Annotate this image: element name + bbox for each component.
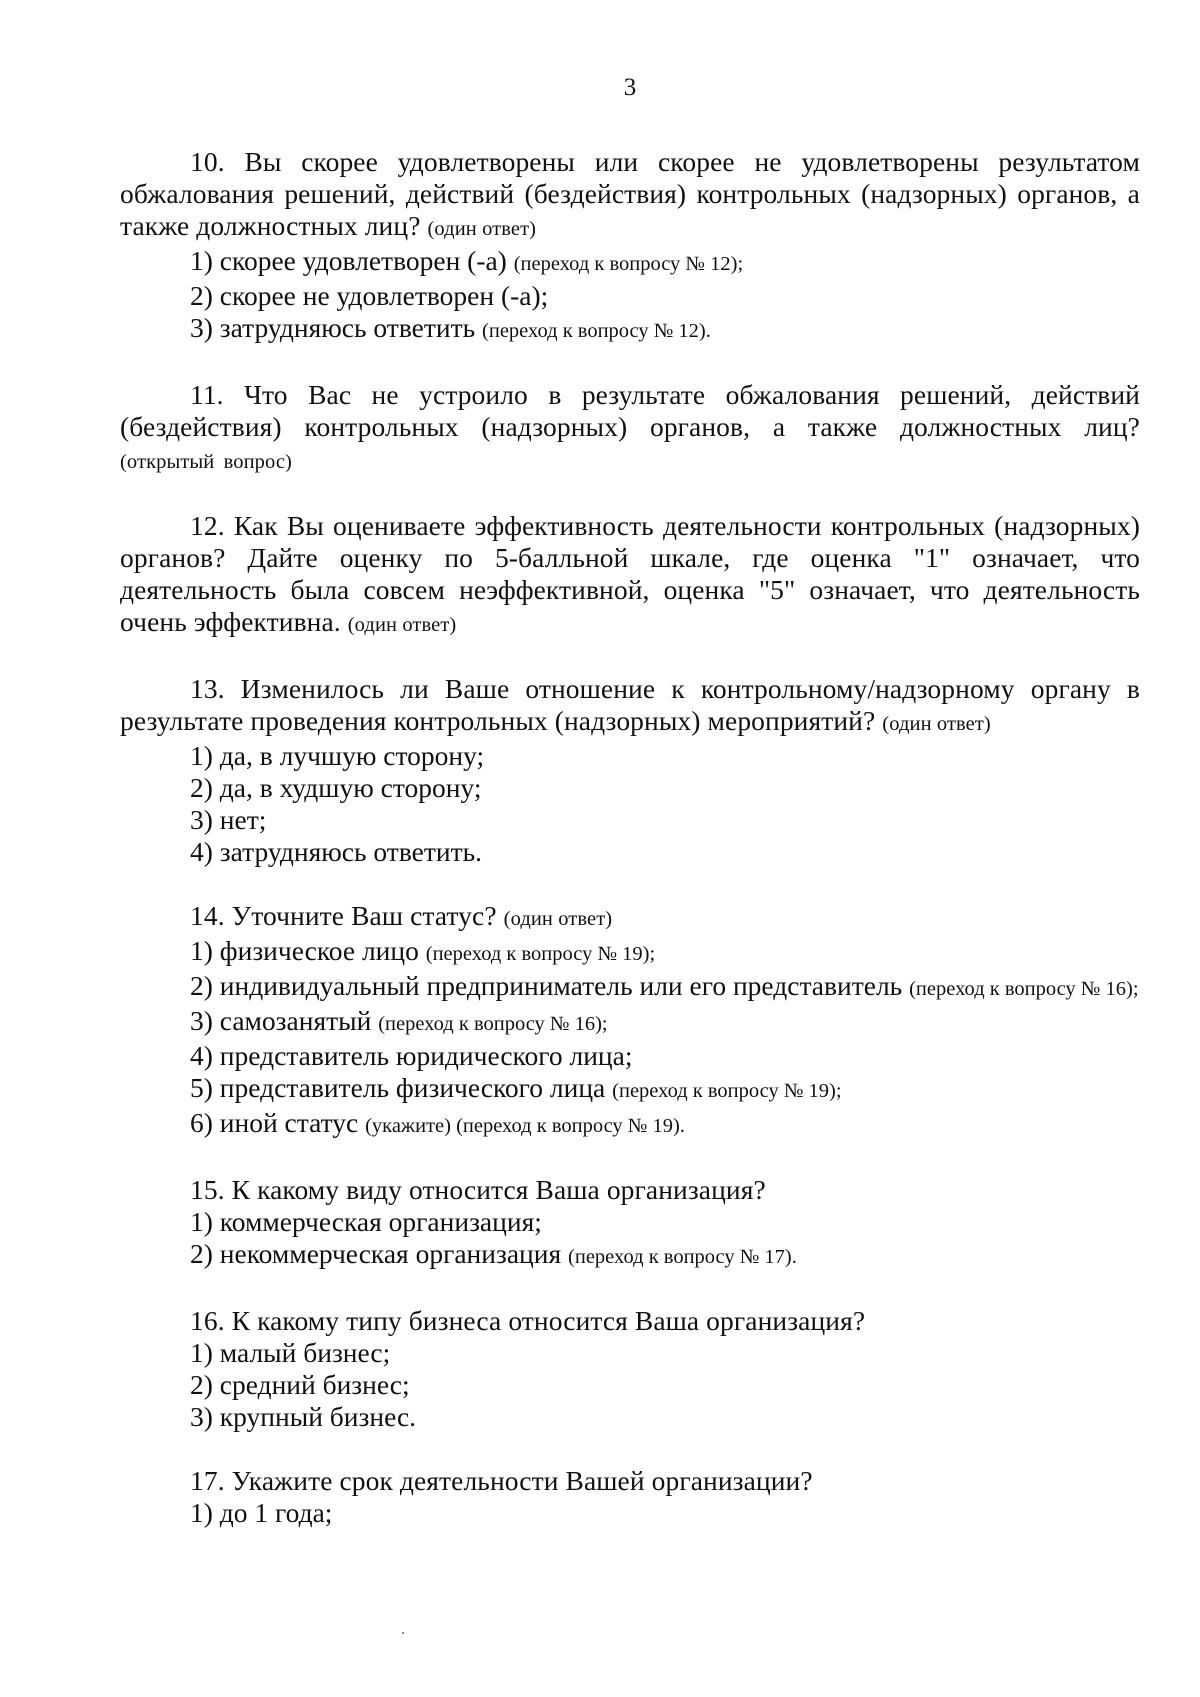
- option-text: 1) коммерческая организация;: [190, 1206, 542, 1237]
- option-text: 2) индивидуальный предприниматель или его представитель: [190, 970, 903, 1001]
- option-text: 2) да, в худшую сторону;: [190, 772, 482, 803]
- option-note: (переход к вопросу № 19);: [612, 1080, 842, 1102]
- option-text: 4) представитель юридического лица;: [190, 1040, 633, 1071]
- question-12: [120, 510, 1140, 641]
- answer-option: [120, 772, 1140, 804]
- scan-speck: [402, 1632, 404, 1634]
- option-text: 1) физическое лицо: [190, 935, 419, 966]
- option-text: 5) представитель физического лица: [190, 1072, 606, 1103]
- answer-option: [120, 312, 1140, 347]
- question-text: 17. Укажите срок деятельности Вашей организации?: [190, 1465, 813, 1496]
- question-16: [120, 1305, 1140, 1433]
- question-title: [120, 146, 1140, 245]
- answer-option: [120, 740, 1140, 772]
- option-note: (переход к вопросу № 12).: [482, 320, 711, 342]
- answer-option: [120, 1072, 1140, 1107]
- question-13: [120, 673, 1140, 868]
- option-text: 1) до 1 года;: [190, 1497, 333, 1528]
- option-text: 1) да, в лучшую сторону;: [190, 740, 485, 771]
- question-title: [120, 1174, 1140, 1206]
- option-text: 4) затрудняюсь ответить.: [190, 836, 483, 867]
- option-note: (переход к вопросу № 19);: [425, 943, 656, 965]
- answer-option: [120, 1040, 1140, 1072]
- question-text: 12. Как Вы оцениваете эффективность деятельности контрольных (надзорных) органов? Дайте оценку по 5-балльной шкале, где оценка "1" означает, что деятельность была совсем неэффективной, оценка "5" означает, что деятельность очень эффективна.: [120, 510, 1140, 637]
- option-note: (переход к вопросу № 17).: [568, 1246, 797, 1268]
- option-note: (переход к вопросу № 16);: [378, 1013, 608, 1035]
- page-number: 3: [623, 74, 637, 101]
- question-10: [120, 146, 1140, 347]
- answer-option: [120, 1238, 1140, 1273]
- answer-type-note: (один ответ): [347, 614, 457, 636]
- question-title: [120, 673, 1140, 740]
- answer-option: [120, 804, 1140, 836]
- question-title: [120, 900, 1140, 935]
- question-title: [120, 510, 1140, 641]
- answer-option: [120, 935, 1140, 970]
- question-text: 14. Уточните Ваш статус?: [190, 900, 497, 931]
- question-text: 10. Вы скорее удовлетворены или скорее не удовлетворены результатом обжалования решений, действий (бездействия) контрольных (надзорных) органов, а также должностных лиц?: [120, 146, 1140, 241]
- option-text: 2) средний бизнес;: [190, 1369, 410, 1400]
- answer-option: [120, 1369, 1140, 1401]
- question-text: 13. Изменилось ли Ваше отношение к контрольному/надзорному органу в результате проведения контрольных (надзорных) мероприятий?: [120, 673, 1140, 736]
- option-note: (переход к вопросу № 16);: [909, 978, 1139, 1000]
- answer-option: [120, 1401, 1140, 1433]
- answer-option: [120, 1337, 1140, 1369]
- question-15: [120, 1174, 1140, 1273]
- option-text: 3) нет;: [190, 804, 267, 835]
- question-title: [120, 1465, 1140, 1497]
- answer-type-note: (один ответ): [882, 713, 991, 735]
- answer-option: [120, 1107, 1140, 1142]
- answer-option: [120, 836, 1140, 868]
- question-17: [120, 1465, 1140, 1529]
- answer-option: [120, 970, 1140, 1005]
- questionnaire-content: [120, 146, 1140, 1561]
- option-text: 3) крупный бизнес.: [190, 1401, 417, 1432]
- option-note: (переход к вопросу № 12);: [513, 253, 744, 275]
- question-title: [120, 379, 1140, 478]
- question-text: 15. К какому виду относится Ваша организация?: [190, 1174, 766, 1205]
- question-11: [120, 379, 1140, 478]
- option-text: 1) скорее удовлетворен (-а): [190, 245, 507, 276]
- question-title: [120, 1305, 1140, 1337]
- question-text: 16. К какому типу бизнеса относится Ваша организация?: [190, 1305, 866, 1336]
- option-text: 3) самозанятый: [190, 1005, 372, 1036]
- option-text: 1) малый бизнес;: [190, 1337, 391, 1368]
- option-text: 6) иной статус: [190, 1107, 359, 1138]
- option-note: (укажите) (переход к вопросу № 19).: [365, 1115, 685, 1137]
- option-text: 2) некоммерческая организация: [190, 1238, 562, 1269]
- answer-type-note: (один ответ): [427, 218, 537, 240]
- option-text: 3) затрудняюсь ответить: [190, 312, 476, 343]
- answer-type-note: (один ответ): [503, 908, 613, 930]
- answer-option: [120, 1005, 1140, 1040]
- option-text: 2) скорее не удовлетворен (-а);: [190, 280, 549, 311]
- answer-type-note: (открытый вопрос): [120, 451, 292, 473]
- answer-option: [120, 245, 1140, 280]
- question-text: 11. Что Вас не устроило в результате обжалования решений, действий (бездействия) контрольных (надзорных) органов, а также должностных лиц?: [120, 379, 1140, 442]
- answer-option: [120, 280, 1140, 312]
- answer-option: [120, 1206, 1140, 1238]
- answer-option: [120, 1497, 1140, 1529]
- question-14: [120, 900, 1140, 1142]
